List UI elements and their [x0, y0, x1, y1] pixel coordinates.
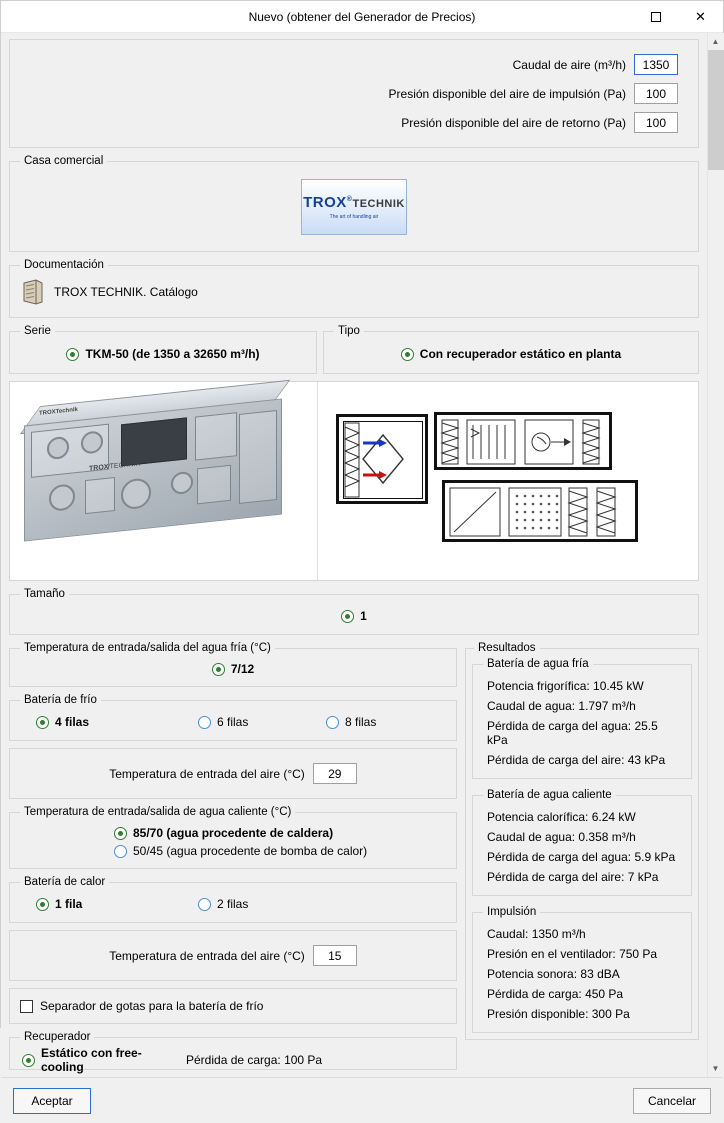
bateria-frio-option-4[interactable] — [18, 715, 198, 729]
temp-aire-frio-label: Temperatura de entrada del aire (°C) — [109, 766, 305, 781]
logo-second-text: TECHNIK — [352, 198, 405, 210]
bateria-calor-option-1-label: 1 fila — [55, 897, 83, 911]
schematic-filters-bottom — [442, 480, 638, 542]
tipo-option-label: Con recuperador estático en planta — [419, 347, 622, 361]
result-line: Pérdida de carga: 450 Pa — [487, 987, 624, 1001]
accept-button[interactable]: Aceptar — [13, 1088, 91, 1114]
schematic-diagrams — [318, 382, 698, 580]
title-bar — [1, 1, 723, 33]
temp-aire-frio-group — [9, 748, 457, 799]
logo-tagline: The art of handling air — [329, 214, 379, 220]
radio-icon[interactable] — [326, 716, 339, 729]
result-line: Potencia frigorífica: 10.45 kW — [487, 679, 644, 693]
scroll-area — [1, 33, 707, 1077]
agua-fria-temp-group — [9, 642, 457, 687]
vertical-scrollbar[interactable] — [707, 33, 723, 1077]
temp-aire-frio-row — [18, 761, 448, 786]
separador-group — [9, 988, 457, 1024]
recuperador-option-label: Estático con free-cooling — [41, 1046, 142, 1074]
radio-icon[interactable] — [212, 663, 225, 676]
resultados-legend: Resultados — [478, 642, 536, 654]
result-line: Presión disponible: 300 Pa — [487, 1007, 630, 1021]
recuperador-group — [9, 1031, 457, 1074]
maximize-icon[interactable] — [633, 1, 678, 32]
checkbox-icon[interactable] — [20, 1000, 33, 1013]
dialog-content — [1, 33, 723, 1077]
tipo-group — [323, 325, 699, 374]
presion-retorno-label: Presión disponible del aire de retorno (Pa) — [401, 115, 626, 130]
result-line: Caudal de agua: 1.797 m³/h — [487, 699, 636, 713]
result-line: Caudal: 1350 m³/h — [487, 927, 586, 941]
recuperador-option[interactable] — [22, 1046, 172, 1074]
bateria-calor-group — [9, 876, 457, 923]
radio-icon[interactable] — [36, 716, 49, 729]
bateria-frio-option-4-label: 4 filas — [55, 715, 90, 729]
agua-fria-temp-legend: Temperatura de entrada/salida del agua fría (°C) — [24, 642, 271, 654]
documentacion-legend: Documentación — [24, 259, 104, 271]
results-column — [465, 642, 699, 1047]
recuperador-legend: Recuperador — [24, 1031, 91, 1043]
agua-caliente-option-5045[interactable] — [18, 842, 448, 860]
ahu-illustration: TROX∕TECHNIK TROXTechnik — [24, 412, 282, 528]
temp-aire-calor-label: Temperatura de entrada del aire (°C) — [109, 948, 305, 963]
bateria-calor-option-1[interactable] — [18, 897, 198, 911]
bateria-frio-option-6[interactable] — [198, 715, 326, 729]
brand-logo-wrap — [18, 173, 690, 243]
schematic-filters-top — [434, 412, 612, 470]
documentacion-item[interactable] — [18, 277, 690, 309]
result-line: Potencia sonora: 83 dBA — [487, 967, 620, 981]
bateria-frio-option-8-label: 8 filas — [345, 715, 377, 729]
bateria-frio-legend: Batería de frío — [24, 694, 97, 706]
scrollbar-thumb[interactable] — [708, 50, 724, 170]
presion-retorno-input[interactable] — [634, 112, 678, 133]
result-line: Caudal de agua: 0.358 m³/h — [487, 830, 636, 844]
book-icon — [22, 279, 44, 305]
agua-fria-temp-option[interactable] — [18, 660, 448, 678]
schematic-recuperator — [336, 414, 428, 504]
product-images-panel — [9, 381, 699, 581]
radio-icon[interactable] — [198, 716, 211, 729]
casa-comercial-legend: Casa comercial — [24, 155, 104, 167]
serie-tipo-row — [9, 325, 699, 381]
result-line: Pérdida de carga del aire: 7 kPa — [487, 870, 659, 884]
bateria-frio-option-8[interactable] — [326, 715, 376, 729]
chevron-up-icon[interactable]: ▲ — [708, 33, 724, 50]
agua-caliente-option-8570[interactable] — [18, 824, 448, 842]
bateria-calor-option-2[interactable] — [198, 897, 248, 911]
presion-impulsion-label: Presión disponible del aire de impulsión (Pa) — [388, 86, 626, 101]
field-row — [18, 79, 690, 108]
tamano-legend: Tamaño — [24, 588, 65, 600]
tamano-option-label: 1 — [360, 609, 367, 623]
separador-label: Separador de gotas para la batería de frío — [40, 999, 264, 1013]
radio-icon[interactable] — [341, 610, 354, 623]
options-column — [9, 642, 457, 1077]
separador-checkbox-row[interactable] — [18, 995, 448, 1017]
agua-caliente-temp-legend: Temperatura de entrada/salida de agua caliente (°C) — [24, 806, 292, 818]
resultados-group — [465, 642, 699, 1040]
resultado-bateria-agua-caliente — [472, 789, 692, 896]
window-title: Nuevo (obtener del Generador de Precios) — [248, 9, 476, 24]
trox-logo[interactable] — [301, 179, 407, 235]
documentacion-item-label: TROX TECHNIK. Catálogo — [54, 285, 198, 299]
resultado-bateria-agua-fria — [472, 658, 692, 779]
recuperador-perdida-carga: Pérdida de carga: 100 Pa — [186, 1053, 323, 1067]
caudal-aire-label: Caudal de aire (m³/h) — [512, 57, 626, 72]
result-line: Pérdida de carga del agua: 25.5 kPa — [487, 719, 658, 747]
tipo-legend: Tipo — [338, 325, 360, 337]
presion-impulsion-input[interactable] — [634, 83, 678, 104]
options-results-row — [9, 642, 699, 1077]
result-line: Potencia calorífica: 6.24 kW — [487, 810, 636, 824]
tamano-group — [9, 588, 699, 635]
radio-icon[interactable] — [114, 827, 127, 840]
bateria-frio-option-6-label: 6 filas — [217, 715, 249, 729]
cancel-button[interactable]: Cancelar — [633, 1088, 711, 1114]
radio-icon[interactable] — [401, 348, 414, 361]
radio-icon[interactable] — [66, 348, 79, 361]
agua-fria-temp-label: 7/12 — [230, 662, 255, 676]
serie-legend: Serie — [24, 325, 51, 337]
close-icon[interactable]: ✕ — [695, 8, 706, 24]
tamano-option[interactable] — [18, 606, 690, 626]
bateria-calor-legend: Batería de calor — [24, 876, 106, 888]
agua-caliente-option-8570-label: 85/70 (agua procedente de caldera) — [133, 826, 334, 840]
field-row — [18, 108, 690, 137]
resultado-impulsion-legend: Impulsión — [487, 906, 537, 918]
result-line: Presión en el ventilador: 750 Pa — [487, 947, 658, 961]
bateria-frio-group — [9, 694, 457, 741]
chevron-down-icon[interactable]: ▼ — [708, 1060, 724, 1077]
scrollbar-track[interactable] — [708, 50, 724, 1060]
radio-icon[interactable] — [22, 1054, 35, 1067]
temp-aire-calor-group — [9, 930, 457, 981]
agua-caliente-option-5045-label: 50/45 (agua procedente de bomba de calor) — [133, 844, 368, 858]
radio-icon[interactable] — [36, 898, 49, 911]
radio-icon[interactable] — [114, 845, 127, 858]
temp-aire-calor-row — [18, 943, 448, 968]
tipo-option[interactable] — [332, 343, 690, 365]
casa-comercial-group — [9, 155, 699, 252]
caudal-aire-input[interactable] — [634, 54, 678, 75]
documentacion-group — [9, 259, 699, 318]
result-line: Pérdida de carga del agua: 5.9 kPa — [487, 850, 676, 864]
ahu-photo — [10, 382, 318, 580]
result-line: Pérdida de carga del aire: 43 kPa — [487, 753, 666, 767]
serie-group — [9, 325, 317, 374]
radio-icon[interactable] — [198, 898, 211, 911]
serie-option[interactable] — [18, 343, 308, 365]
dialog-footer — [1, 1077, 723, 1123]
serie-option-label: TKM-50 (de 1350 a 32650 m³/h) — [85, 347, 260, 361]
temp-aire-calor-input[interactable] — [313, 945, 357, 966]
temp-aire-frio-input[interactable] — [313, 763, 357, 784]
resultado-bateria-agua-fria-legend: Batería de agua fría — [487, 658, 589, 670]
logo-main-text: TROX — [303, 194, 347, 211]
resultado-bateria-agua-caliente-legend: Batería de agua caliente — [487, 789, 612, 801]
bateria-calor-option-2-label: 2 filas — [217, 897, 249, 911]
field-row — [18, 50, 690, 79]
logo-registered-mark: ® — [346, 196, 353, 203]
air-parameters-group — [9, 39, 699, 148]
agua-caliente-temp-group — [9, 806, 457, 869]
resultado-impulsion — [472, 906, 692, 1033]
